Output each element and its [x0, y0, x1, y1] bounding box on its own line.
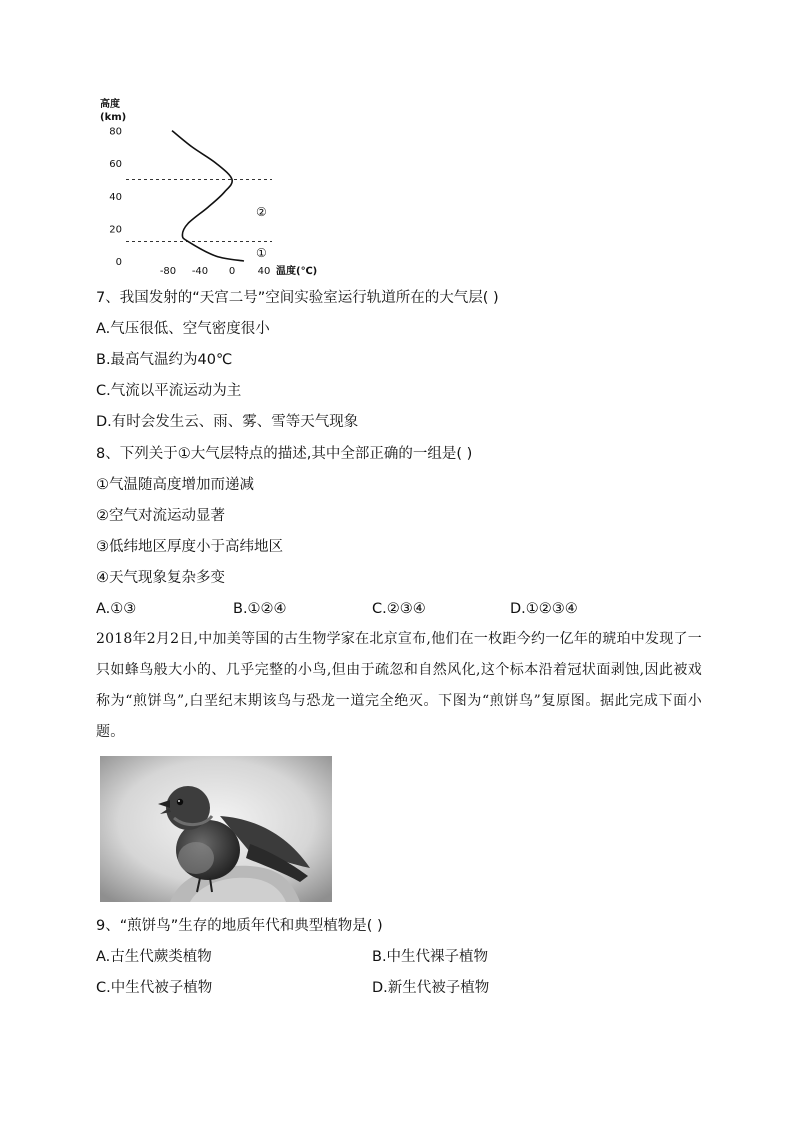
q8-option-d[interactable]: D.①②③④	[510, 601, 578, 617]
q7-option-d[interactable]: D.有时会发生云、雨、雾、雪等天气现象	[96, 414, 359, 430]
x-tick-label: 40	[257, 266, 271, 277]
temperature-altitude-chart	[96, 92, 336, 278]
q9-option-a[interactable]: A.古生代蕨类植物	[96, 949, 212, 965]
x-axis-label: 温度(℃)	[276, 266, 318, 277]
layer-boundary-lines	[126, 180, 272, 242]
q9-option-d[interactable]: D.新生代被子植物	[372, 980, 490, 996]
x-tick-labels	[160, 266, 271, 277]
q8-option-b[interactable]: B.①②④	[233, 601, 287, 617]
y-tick-labels	[109, 127, 122, 268]
y-axis-unit: (km)	[100, 112, 127, 123]
layer-label-1: ①	[256, 245, 267, 260]
q7-stem: 7、我国发射的“天宫二号”空间实验室运行轨道所在的大气层( )	[96, 290, 499, 306]
q8-stem: 8、下列关于①大气层特点的描述,其中全部正确的一组是( )	[96, 446, 473, 462]
y-tick-label: 40	[109, 191, 122, 203]
q9-option-b[interactable]: B.中生代裸子植物	[372, 949, 489, 965]
layer-label-2: ②	[256, 205, 267, 220]
q8-statement-1: ①气温随高度增加而递减	[96, 477, 254, 493]
q8-statement-4: ④天气现象复杂多变	[96, 570, 225, 586]
y-axis-label: 高度	[100, 99, 120, 110]
q7-option-a[interactable]: A.气压很低、空气密度很小	[96, 321, 270, 337]
q8-statement-3: ③低纬地区厚度小于高纬地区	[96, 539, 283, 555]
y-tick-label: 20	[109, 224, 122, 236]
pancake-bird-image	[100, 756, 332, 902]
x-tick-label: -40	[191, 266, 209, 277]
q9-stem: 9、“煎饼鸟”生存的地质年代和典型植物是( )	[96, 918, 383, 934]
y-tick-label: 60	[109, 159, 122, 171]
y-tick-label: 0	[115, 257, 122, 268]
q8-option-a[interactable]: A.①③	[96, 601, 137, 617]
q7-option-b[interactable]: B.最高气温约为40℃	[96, 352, 233, 368]
q9-option-c[interactable]: C.中生代被子植物	[96, 980, 213, 996]
q8-statement-2: ②空气对流运动显著	[96, 508, 225, 524]
reading-passage: 2018年2月2日,中加美等国的古生物学家在北京宣布,他们在一枚距今约一亿年的琥珀中发现了一只如蜂鸟般大小的、几乎完整的小鸟,但由于疏忽和自然风化,这个标本沿着冠状面剥蚀,因此被戏称为“煎饼鸟”,白垩纪末期该鸟与恐龙一道完全绝灭。下图为“煎饼鸟”复原图。据此完成下面小题。	[96, 631, 702, 740]
x-tick-label: -80	[159, 266, 177, 277]
q8-option-c[interactable]: C.②③④	[372, 601, 426, 617]
y-tick-label: 80	[109, 126, 122, 138]
q7-option-c[interactable]: C.气流以平流运动为主	[96, 383, 242, 399]
x-tick-label: 0	[228, 266, 236, 277]
